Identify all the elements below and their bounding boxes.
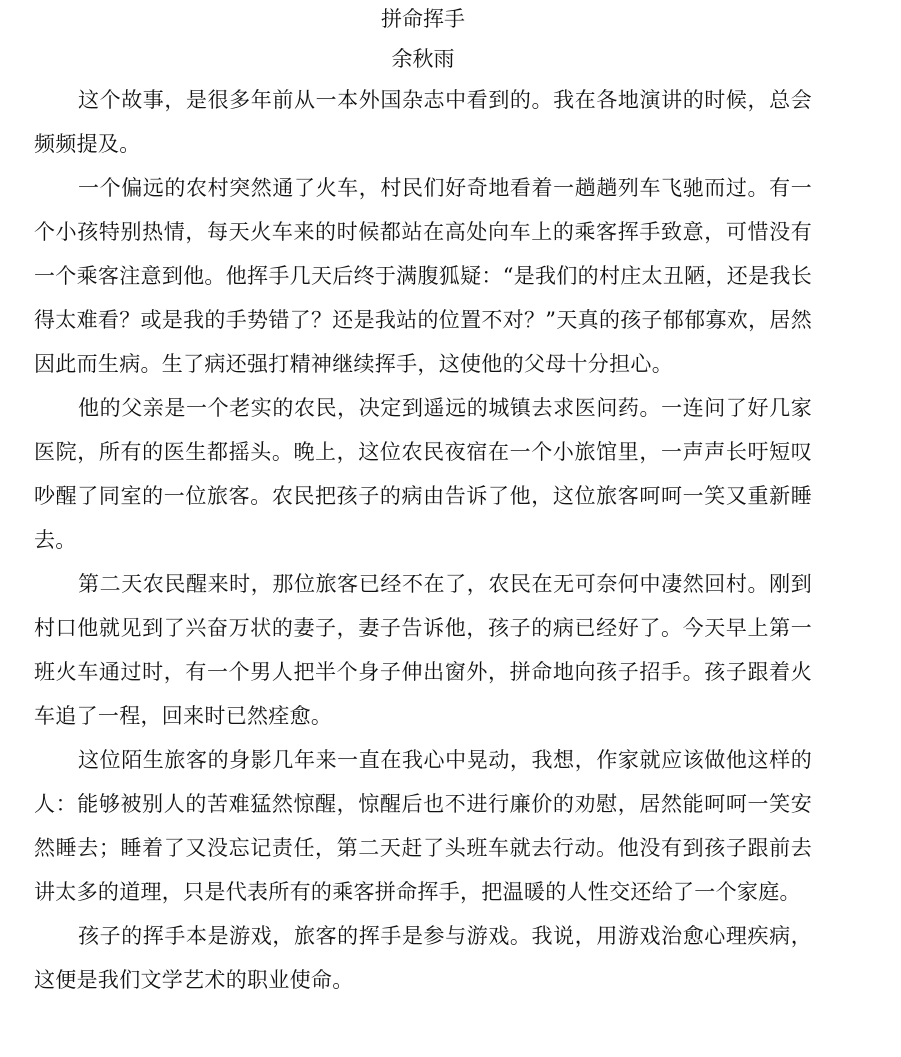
document-page — [34, 0, 812, 1002]
document-body — [34, 78, 812, 1002]
paragraph-6: 孩子的挥手本是游戏，旅客的挥手是参与游戏。我说，用游戏治愈心理疾病，这便是我们文学艺术的职业使命。 — [34, 924, 812, 992]
paragraph-4: 第二天农民醒来时，那位旅客已经不在了，农民在无可奈何中凄然回村。刚到村口他就见到了兴奋万状的妻子，妻子告诉他，孩子的病已经好了。今天早上第一班火车通过时，有一个男人把半个身子伸出窗外，拼命地向孩子招手。孩子跟着火车追了一程，回来时已然痊愈。 — [34, 572, 812, 728]
document-author: 余秋雨 — [391, 47, 455, 71]
document-title: 拼命挥手 — [381, 7, 465, 31]
paragraph-3: 他的父亲是一个老实的农民，决定到遥远的城镇去求医问药。一连问了好几家医院，所有的医生都摇头。晚上，这位农民夜宿在一个小旅馆里，一声声长吁短叹吵醒了同室的一位旅客。农民把孩子的病由告诉了他，这位旅客呵呵一笑又重新睡去。 — [34, 396, 812, 552]
paragraph-1: 这个故事，是很多年前从一本外国杂志中看到的。我在各地演讲的时候，总会频频提及。 — [34, 88, 812, 156]
paragraph-2: 一个偏远的农村突然通了火车，村民们好奇地看着一趟趟列车飞驰而过。有一个小孩特别热情，每天火车来的时候都站在高处向车上的乘客挥手致意，可惜没有一个乘客注意到他。他挥手几天后终于满腹狐疑：“是我们的村庄太丑陋，还是我长得太难看？或是我的手势错了？还是我站的位置不对？”天真的孩子郁郁寡欢，居然因此而生病。生了病还强打精神继续挥手，这使他的父母十分担心。 — [34, 176, 812, 376]
paragraph-5: 这位陌生旅客的身影几年来一直在我心中晃动，我想，作家就应该做他这样的人：能够被别人的苦难猛然惊醒，惊醒后也不进行廉价的劝慰，居然能呵呵一笑安然睡去；睡着了又没忘记责任，第二天赶了头班车就去行动。他没有到孩子跟前去讲太多的道理，只是代表所有的乘客拼命挥手，把温暖的人性交还给了一个家庭。 — [34, 748, 812, 904]
